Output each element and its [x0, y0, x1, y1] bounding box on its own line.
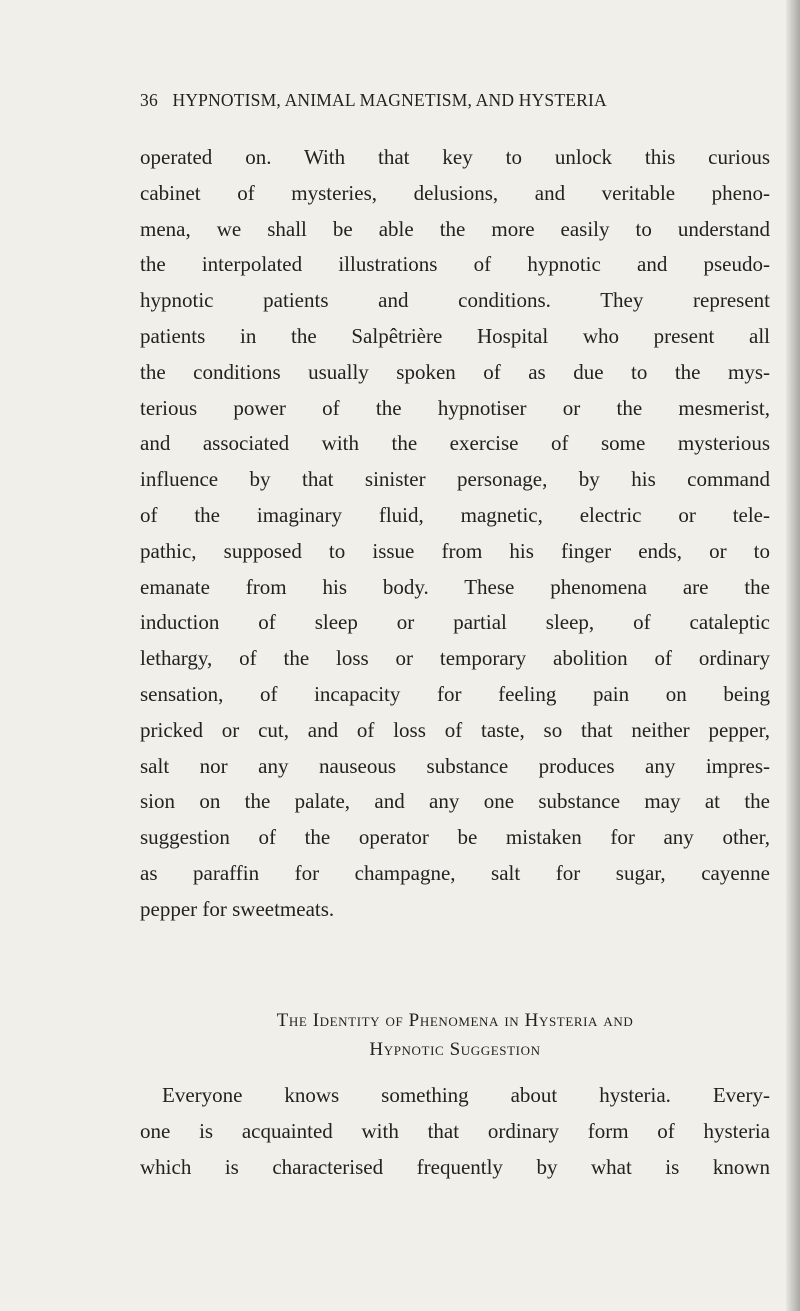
text-line: Everyone knows something about hysteria. Every-	[162, 1083, 770, 1107]
page-number: 36	[140, 90, 158, 110]
text-line: operated on. With that key to unlock this curious	[140, 145, 770, 169]
section-heading	[140, 1006, 770, 1064]
text-line: hypnotic patients and conditions. They represent	[140, 288, 770, 313]
text-line: as paraffin for champagne, salt for sugar, cayenne	[140, 860, 770, 885]
text-line: cabinet of mysteries, delusions, and veritable pheno-	[140, 180, 770, 205]
text-line: pathic, supposed to issue from his finger ends, or to	[140, 538, 770, 563]
text-line: sensation, of incapacity for feeling pain on being	[140, 681, 770, 706]
section-heading-line-1: The Identity of Phenomena in Hysteria and	[276, 1010, 634, 1031]
text-line: the conditions usually spoken of as due to the mys-	[140, 359, 770, 384]
paragraph-1	[140, 140, 770, 928]
section-heading-line-2: Hypnotic Suggestion	[369, 1039, 541, 1060]
page-edge-shadow	[786, 0, 800, 1311]
text-line: lethargy, of the loss or temporary abolition of ordinary	[140, 646, 770, 671]
text-line: induction of sleep or partial sleep, of cataleptic	[140, 610, 770, 635]
paragraph-2	[140, 1078, 770, 1185]
text-line: the interpolated illustrations of hypnotic and pseudo-	[140, 252, 770, 277]
text-line: mena, we shall be able the more easily to understand	[140, 216, 770, 241]
text-line: emanate from his body. These phenomena are the	[140, 574, 770, 599]
text-line: pepper for sweetmeats.	[140, 896, 335, 921]
running-head	[140, 90, 770, 111]
text-line: and associated with the exercise of some mysterious	[140, 431, 770, 456]
text-line: terious power of the hypnotiser or the mesmerist,	[140, 395, 770, 420]
text-line: suggestion of the operator be mistaken for any other,	[140, 825, 770, 850]
text-line: pricked or cut, and of loss of taste, so that neither pepper,	[140, 717, 770, 742]
text-line: which is characterised frequently by what is known	[140, 1154, 770, 1179]
text-line: one is acquainted with that ordinary form of hysteria	[140, 1118, 770, 1143]
text-line: influence by that sinister personage, by his command	[140, 467, 770, 492]
running-head-title: HYPNOTISM, ANIMAL MAGNETISM, AND HYSTERIA	[172, 90, 607, 110]
text-line: patients in the Salpêtrière Hospital who present all	[140, 323, 770, 348]
text-line: of the imaginary fluid, magnetic, electric or tele-	[140, 502, 770, 527]
text-line: sion on the palate, and any one substance may at the	[140, 789, 770, 814]
text-line: salt nor any nauseous substance produces any impres-	[140, 753, 770, 778]
